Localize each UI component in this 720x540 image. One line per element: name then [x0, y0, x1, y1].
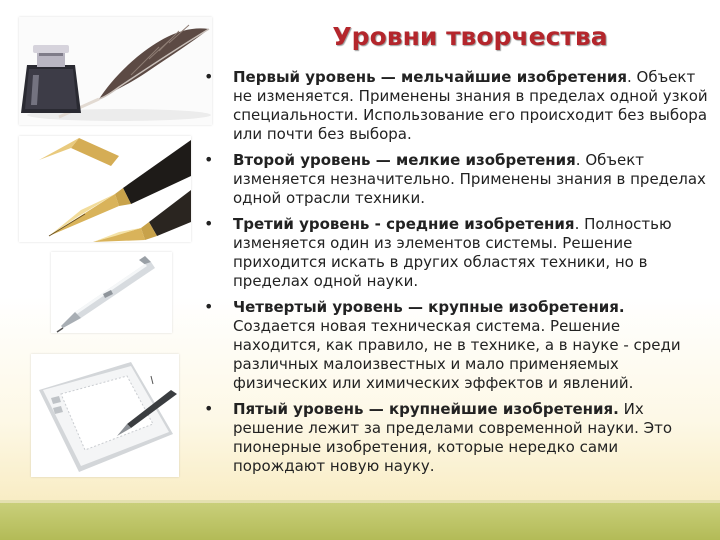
slide-title: Уровни творчества: [332, 22, 608, 51]
graphics-tablet-photo: [31, 354, 179, 477]
level-heading: Четвертый уровень — крупные изобретения.: [233, 298, 625, 316]
fountain-pen-icon: [19, 136, 191, 242]
level-description: . Объект изменяется незначительно. Применены знания в пределах одной отрасли техники.: [233, 151, 706, 207]
level-description: . Объект не изменяется. Применены знания в пределах одной узкой специальности. Использование его происходит без выбора или почти без выбора.: [233, 68, 708, 143]
bullet: •: [204, 67, 214, 86]
inkwell-quill-icon: [19, 17, 212, 125]
bullet: •: [204, 150, 214, 169]
list-item-level-4: [202, 298, 710, 393]
levels-list: [202, 68, 710, 483]
level-description: Создается новая техническая система. Решение находится, как правило, не в технике, а в науке - среди различных малоизвестных и мало применяемых физических или химических эффектов и явлений.: [233, 317, 681, 392]
bullet: •: [204, 214, 214, 233]
bullet: •: [204, 399, 214, 418]
list-item-level-5: [202, 400, 710, 476]
level-description: Их решение лежит за пределами современной науки. Это пионерные изобретения, которые нередко сами порождают новую науку.: [233, 400, 673, 475]
level-heading: Первый уровень — мельчайшие изобретения: [233, 68, 627, 86]
bullet: •: [204, 297, 214, 316]
ballpoint-pen-icon: [51, 252, 172, 333]
level-heading: Второй уровень — мелкие изобретения: [233, 151, 576, 169]
list-item-level-2: [202, 151, 710, 208]
level-heading: Пятый уровень — крупнейшие изобретения.: [233, 400, 619, 418]
list-item-level-1: [202, 68, 710, 144]
level-heading: Третий уровень - средние изобретения: [233, 215, 575, 233]
fountain-pens-photo: [19, 136, 191, 242]
ballpoint-pen-photo: [51, 252, 172, 333]
list-item-level-3: [202, 215, 710, 291]
footer-band: [0, 503, 720, 540]
inkwell-quill-photo: [19, 17, 212, 125]
graphics-tablet-icon: [31, 354, 179, 477]
level-description: . Полностью изменяется один из элементов системы. Решение приходится искать в других областях техники, но в пределах одной науки.: [233, 215, 672, 290]
